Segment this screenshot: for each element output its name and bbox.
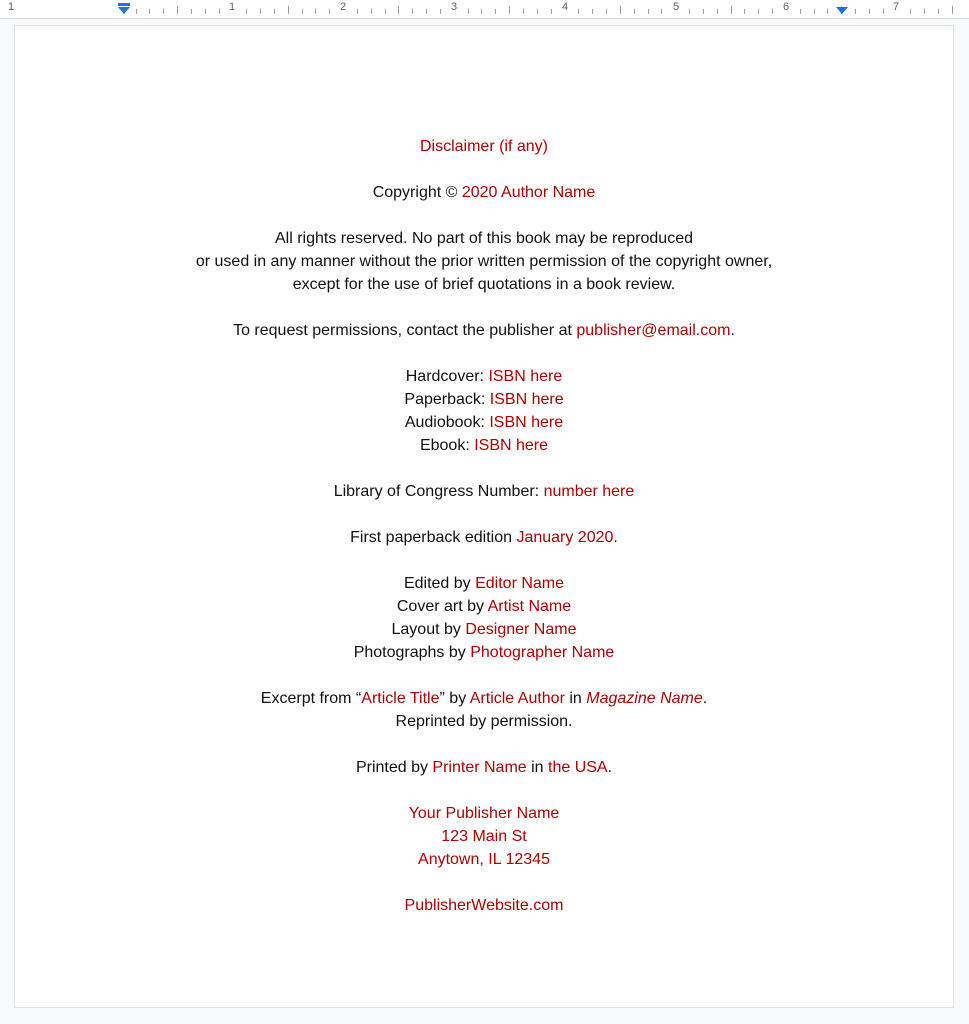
isbn-label: Hardcover: bbox=[405, 368, 489, 385]
printed-in: in bbox=[526, 759, 549, 776]
permissions-suffix: . bbox=[730, 322, 735, 339]
printed-line bbox=[15, 756, 953, 779]
ruler-tick bbox=[606, 9, 607, 14]
credit-label: Cover art by bbox=[396, 598, 488, 615]
ruler-tick bbox=[620, 6, 621, 14]
publisher-email: publisher@email.com bbox=[576, 322, 731, 339]
ruler-tick bbox=[758, 9, 759, 14]
article-author: Article Author bbox=[469, 690, 565, 707]
ruler-tick bbox=[592, 9, 593, 14]
ruler-tick bbox=[398, 6, 399, 14]
ruler-tick bbox=[509, 6, 510, 14]
credit-photos bbox=[15, 641, 953, 664]
isbn-value: ISBN here bbox=[474, 437, 549, 454]
article-title: Article Title bbox=[361, 690, 440, 707]
ruler-tick bbox=[274, 9, 275, 14]
ruler-tick bbox=[537, 9, 538, 14]
ruler-tick bbox=[744, 9, 745, 14]
credit-value: Artist Name bbox=[487, 598, 572, 615]
ruler-tick bbox=[689, 9, 690, 14]
ruler-tick bbox=[288, 6, 289, 14]
isbn-hardcover bbox=[15, 365, 953, 388]
copyright-prefix: Copyright © bbox=[372, 184, 462, 201]
ruler-tick bbox=[412, 9, 413, 14]
ruler-tick bbox=[315, 9, 316, 14]
ruler-number: 4 bbox=[561, 1, 569, 13]
publisher-city: Anytown, IL 12345 bbox=[418, 851, 550, 868]
ruler-tick bbox=[468, 9, 469, 14]
ruler-tick bbox=[371, 9, 372, 14]
ruler-tick bbox=[385, 9, 386, 14]
ruler-number: 5 bbox=[672, 1, 680, 13]
loc-value: number here bbox=[543, 483, 635, 500]
ruler-tick bbox=[717, 9, 718, 14]
ruler-tick bbox=[578, 9, 579, 14]
ruler-tick bbox=[703, 9, 704, 14]
permissions-line bbox=[15, 319, 953, 342]
ruler-tick bbox=[938, 9, 939, 14]
ruler-tick bbox=[523, 9, 524, 14]
ruler-number: 6 bbox=[782, 1, 790, 13]
ruler-tick bbox=[219, 9, 220, 14]
magazine-name: Magazine Name bbox=[586, 690, 703, 707]
reprinted-line: Reprinted by permission. bbox=[395, 713, 573, 730]
ruler-tick bbox=[136, 9, 137, 14]
ruler-tick bbox=[260, 9, 261, 14]
credit-editor bbox=[15, 572, 953, 595]
ruler-number: 7 bbox=[892, 1, 900, 13]
ruler-tick bbox=[302, 9, 303, 14]
ruler-tick bbox=[205, 9, 206, 14]
ruler-number: 3 bbox=[450, 1, 458, 13]
edition-prefix: First paperback edition bbox=[350, 529, 517, 546]
excerpt-end: . bbox=[702, 690, 708, 707]
isbn-paperback bbox=[15, 388, 953, 411]
ruler-tick bbox=[440, 9, 441, 14]
isbn-label: Paperback: bbox=[404, 391, 490, 408]
publisher-street: 123 Main St bbox=[441, 828, 527, 845]
ruler-tick bbox=[952, 6, 953, 14]
ruler-tick bbox=[177, 6, 178, 14]
loc-label: Library of Congress Number: bbox=[333, 483, 544, 500]
printed-prefix: Printed by bbox=[355, 759, 433, 776]
isbn-label: Audiobook: bbox=[404, 414, 490, 431]
printed-country: the USA bbox=[548, 759, 608, 776]
credit-cover bbox=[15, 595, 953, 618]
ruler-tick bbox=[163, 9, 164, 14]
copyright-value: 2020 Author Name bbox=[461, 184, 596, 201]
ruler-tick bbox=[883, 9, 884, 14]
ruler-tick bbox=[772, 9, 773, 14]
ruler-tick bbox=[634, 9, 635, 14]
ruler-number: 1 bbox=[7, 1, 15, 13]
permissions-prefix: To request permissions, contact the publisher at bbox=[233, 322, 577, 339]
ruler-tick bbox=[246, 9, 247, 14]
disclaimer-line bbox=[15, 135, 953, 158]
ruler-tick bbox=[800, 9, 801, 14]
credit-label: Edited by bbox=[403, 575, 476, 592]
edition-suffix: . bbox=[613, 529, 618, 546]
edition-line bbox=[15, 526, 953, 549]
excerpt-line bbox=[15, 687, 953, 710]
rights-line-2: or used in any manner without the prior written permission of the copyright owner, bbox=[195, 253, 773, 270]
ruler-tick bbox=[648, 9, 649, 14]
ruler-tick bbox=[731, 6, 732, 14]
ruler-tick bbox=[855, 9, 856, 14]
copyright-line bbox=[15, 181, 953, 204]
ruler-tick bbox=[191, 9, 192, 14]
printed-end: . bbox=[607, 759, 613, 776]
right-indent-icon[interactable] bbox=[835, 6, 849, 18]
disclaimer-text: Disclaimer (if any) bbox=[419, 138, 548, 155]
isbn-value: ISBN here bbox=[489, 414, 564, 431]
ruler-tick bbox=[910, 9, 911, 14]
ruler-tick bbox=[661, 9, 662, 14]
ruler-tick bbox=[924, 9, 925, 14]
publisher-name: Your Publisher Name bbox=[408, 805, 560, 822]
credit-label: Photographs by bbox=[353, 644, 471, 661]
excerpt-prefix: Excerpt from “ bbox=[260, 690, 362, 707]
credit-value: Designer Name bbox=[465, 621, 577, 638]
ruler-tick bbox=[551, 9, 552, 14]
left-indent-icon[interactable] bbox=[117, 6, 131, 18]
excerpt-in: in bbox=[564, 690, 587, 707]
credit-value: Editor Name bbox=[475, 575, 565, 592]
printer-name: Printer Name bbox=[432, 759, 527, 776]
horizontal-ruler[interactable] bbox=[0, 0, 969, 19]
isbn-value: ISBN here bbox=[489, 391, 564, 408]
ruler-tick bbox=[495, 9, 496, 14]
ruler-number: 2 bbox=[339, 1, 347, 13]
edition-date: January 2020 bbox=[516, 529, 614, 546]
ruler-tick bbox=[814, 9, 815, 14]
ruler-tick bbox=[357, 9, 358, 14]
isbn-label: Ebook: bbox=[419, 437, 475, 454]
ruler-tick bbox=[827, 9, 828, 14]
ruler-tick bbox=[329, 9, 330, 14]
ruler-number: 1 bbox=[228, 1, 236, 13]
ruler-tick bbox=[149, 9, 150, 14]
isbn-ebook bbox=[15, 434, 953, 457]
loc-line bbox=[15, 480, 953, 503]
isbn-value: ISBN here bbox=[488, 368, 563, 385]
excerpt-by: ” by bbox=[439, 690, 470, 707]
credit-label: Layout by bbox=[391, 621, 466, 638]
rights-line-1: All rights reserved. No part of this book may be reproduced bbox=[275, 230, 693, 247]
isbn-audiobook bbox=[15, 411, 953, 434]
credit-value: Photographer Name bbox=[470, 644, 615, 661]
ruler-tick bbox=[481, 9, 482, 14]
document-page[interactable] bbox=[15, 26, 953, 1007]
document-body[interactable] bbox=[15, 135, 953, 917]
credit-layout bbox=[15, 618, 953, 641]
rights-line-3: except for the use of brief quotations in a book review. bbox=[292, 276, 676, 293]
ruler-tick bbox=[426, 9, 427, 14]
publisher-website: PublisherWebsite.com bbox=[404, 897, 564, 914]
ruler-tick bbox=[869, 9, 870, 14]
